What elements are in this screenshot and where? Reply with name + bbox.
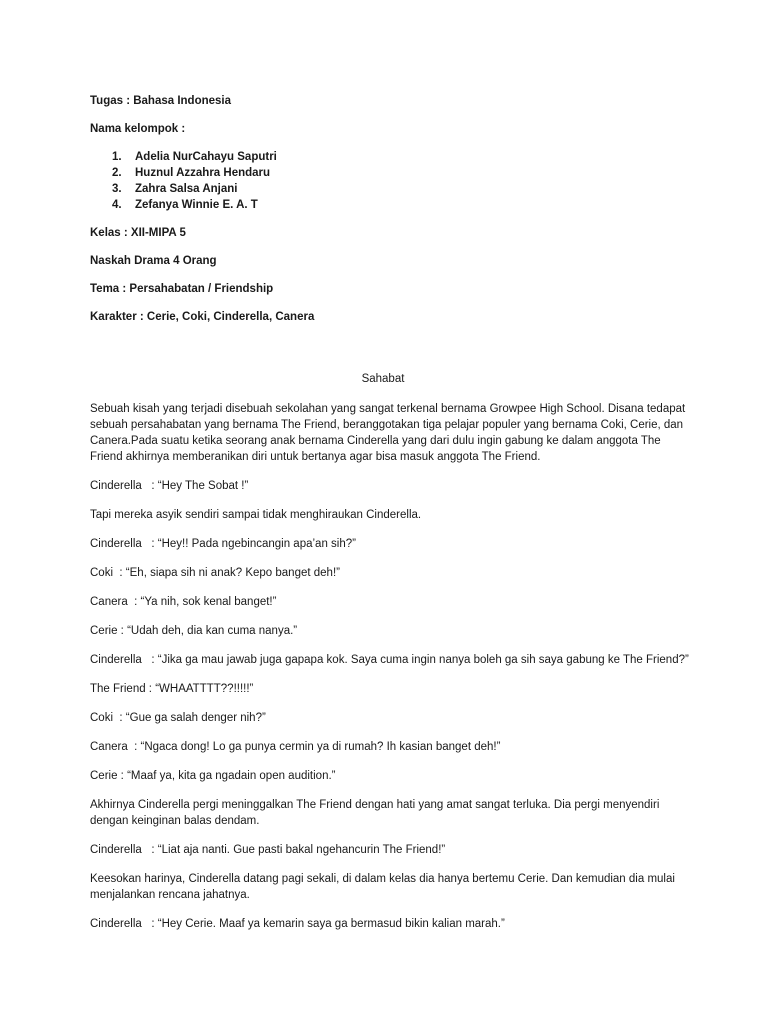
dialog-separator: : xyxy=(141,480,158,492)
member-name: Zefanya Winnie E. A. T xyxy=(135,199,258,211)
assignment-subject: Tugas : Bahasa Indonesia xyxy=(90,95,232,107)
speaker-name: Cinderella xyxy=(90,918,142,930)
dialog-line xyxy=(90,565,690,581)
characters-info: Karakter : Cerie, Coki, Cinderella, Canera xyxy=(90,311,315,323)
speaker-name: Canera xyxy=(90,741,128,753)
narration: Tapi mereka asyik sendiri sampai tidak menghiraukan Cinderella. xyxy=(90,509,422,521)
theme-info: Tema : Persahabatan / Friendship xyxy=(90,283,274,295)
paragraph-line: Sebuah kisah yang terjadi disebuah sekolahan yang sangat terkenal bernama Growpee High School. Disana tedapat xyxy=(90,403,686,415)
member-name: Zahra Salsa Anjani xyxy=(135,183,238,195)
dialog-text: “Eh, siapa sih ni anak? Kepo banget deh!” xyxy=(125,567,340,579)
dialog-text: “Udah deh, dia kan cuma nanya.” xyxy=(127,625,298,637)
list-item xyxy=(90,149,690,165)
document-content xyxy=(90,93,690,945)
paragraph-line: sebuah persahabatan yang bernama The Friend, beranggotakan tiga pelajar populer yang bernama Coki, Cerie, dan xyxy=(90,419,684,431)
dialog-text: “Ya nih, sok kenal banget!” xyxy=(140,596,277,608)
speaker-name: Cinderella xyxy=(90,844,142,856)
dialog-line xyxy=(90,768,690,784)
group-member-list xyxy=(90,149,690,213)
speaker-name: The Friend xyxy=(90,683,146,695)
dialog-line xyxy=(90,536,690,552)
speaker-name: Cinderella xyxy=(90,654,142,666)
dialog-line xyxy=(90,739,690,755)
dialog-separator: : xyxy=(141,538,158,550)
speaker-name: Coki xyxy=(90,712,114,724)
narration-paragraph xyxy=(90,871,675,903)
dialog-line xyxy=(90,842,690,858)
list-number: 1. xyxy=(112,151,122,163)
list-number: 3. xyxy=(112,183,122,195)
dialog-text: “Hey The Sobat !” xyxy=(157,480,249,492)
intro-paragraph xyxy=(90,401,686,465)
dialog-line xyxy=(90,681,690,697)
member-name: Huznul Azzahra Hendaru xyxy=(135,167,271,179)
paragraph-line: menjalankan rencana jahatnya. xyxy=(90,889,250,901)
paragraph-line: Friend akhirnya memberanikan diri untuk bertanya agar bisa masuk anggota The Friend. xyxy=(90,451,541,463)
dialog-separator: : xyxy=(141,654,158,666)
paragraph-line: Keesokan harinya, Cinderella datang pagi sekali, di dalam kelas dia hanya bertemu Cerie. Dan kemudian dia mulai xyxy=(90,873,675,885)
dialog-text: “Hey Cerie. Maaf ya kemarin saya ga bermasud bikin kalian marah.” xyxy=(157,918,505,930)
class-info: Kelas : XII-MIPA 5 xyxy=(90,227,186,239)
dialog-separator: : xyxy=(127,741,141,753)
member-name: Adelia NurCahayu Saputri xyxy=(135,151,277,163)
dialog-separator: : xyxy=(141,918,158,930)
dialog-line xyxy=(90,710,690,726)
list-number: 4. xyxy=(112,199,122,211)
dialog-separator: : xyxy=(113,567,126,579)
dialog-line xyxy=(90,652,690,668)
group-name-label: Nama kelompok : xyxy=(90,123,186,135)
dialog-text: “Gue ga salah denger nih?” xyxy=(125,712,266,724)
speaker-name: Coki xyxy=(90,567,114,579)
dialog-separator: : xyxy=(117,770,128,782)
list-item xyxy=(90,197,690,213)
dialog-line xyxy=(90,478,690,494)
list-number: 2. xyxy=(112,167,122,179)
list-item xyxy=(90,165,690,181)
dialog-line xyxy=(90,594,690,610)
dialog-text: “Ngaca dong! Lo ga punya cermin ya di rumah? Ih kasian banget deh!” xyxy=(140,741,501,753)
speaker-name: Cinderella xyxy=(90,538,142,550)
speaker-name: Canera xyxy=(90,596,128,608)
paragraph-line: Akhirnya Cinderella pergi meninggalkan The Friend dengan hati yang amat sangat terluka. Dia pergi menyendiri xyxy=(90,799,660,811)
dialog-separator: : xyxy=(127,596,141,608)
dialog-text: “Liat aja nanti. Gue pasti bakal ngehancurin The Friend!” xyxy=(157,844,446,856)
speaker-name: Cinderella xyxy=(90,480,142,492)
dialog-separator: : xyxy=(141,844,158,856)
dialog-text: “Maaf ya, kita ga ngadain open audition.” xyxy=(127,770,336,782)
speaker-name: Cerie xyxy=(90,770,118,782)
dialog-line xyxy=(90,623,690,639)
script-type: Naskah Drama 4 Orang xyxy=(90,255,217,267)
list-item xyxy=(90,181,690,197)
dialog-line xyxy=(90,916,690,932)
dialog-separator: : xyxy=(117,625,128,637)
narration-paragraph xyxy=(90,797,670,829)
paragraph-line: dengan keinginan balas dendam. xyxy=(90,815,260,827)
dialog-text: “Jika ga mau jawab juga gapapa kok. Saya cuma ingin nanya boleh ga sih saya gabung ke The Friend?” xyxy=(157,654,689,666)
dialog-separator: : xyxy=(113,712,126,724)
paragraph-line: Canera.Pada suatu ketika seorang anak bernama Cinderella yang dari dulu ingin gabung ke dalam anggota The xyxy=(90,435,661,447)
story-title: Sahabat xyxy=(361,373,405,385)
dialog-separator: : xyxy=(145,683,156,695)
dialog-text: “Hey!! Pada ngebincangin apa’an sih?” xyxy=(157,538,356,550)
speaker-name: Cerie xyxy=(90,625,118,637)
dialog-text: “WHAATTTT??!!!!!” xyxy=(155,683,254,695)
